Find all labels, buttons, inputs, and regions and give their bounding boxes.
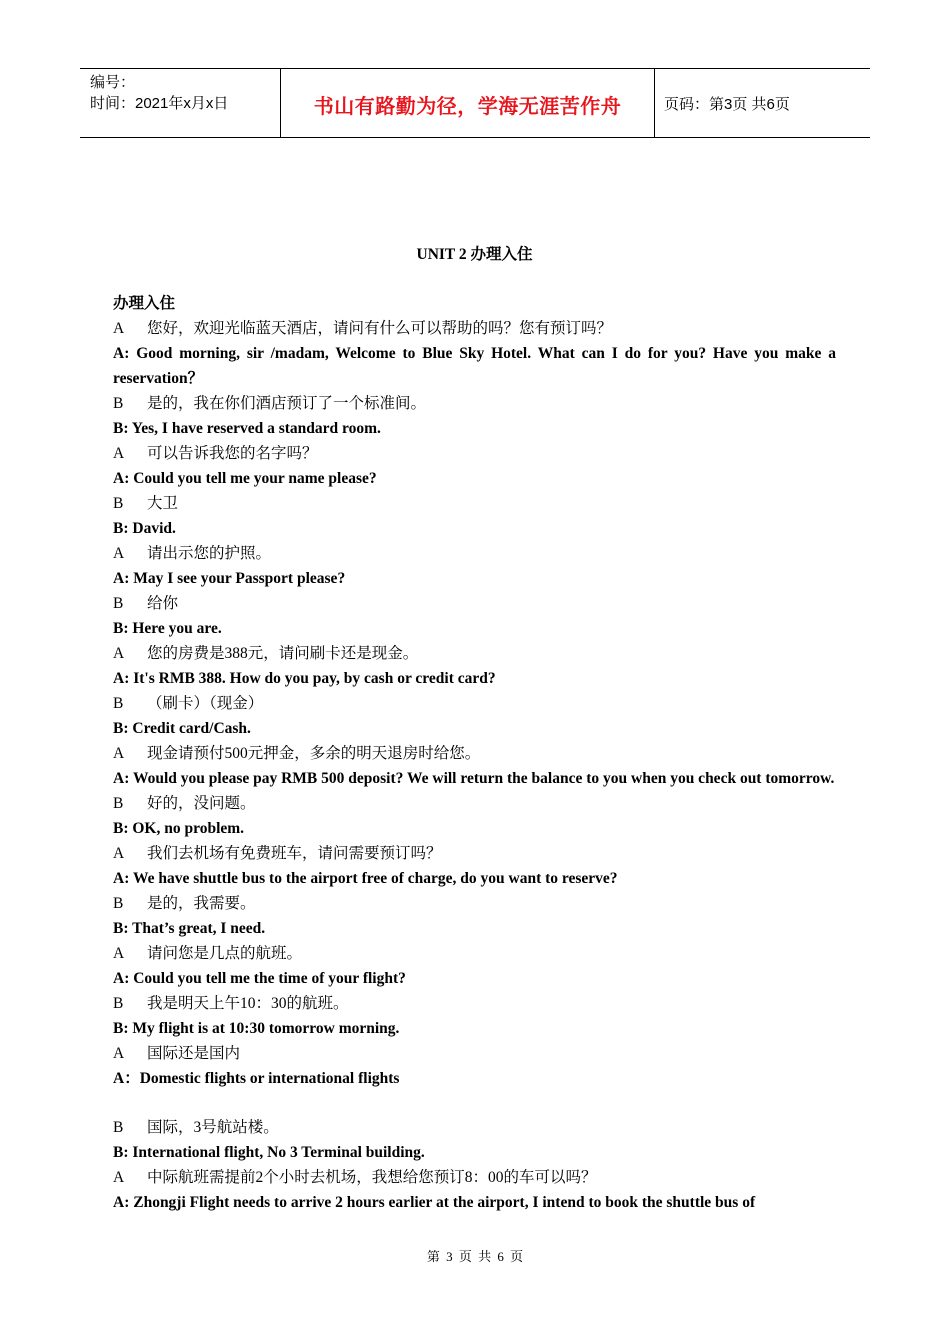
dialogue-text: 国际还是国内: [147, 1045, 241, 1062]
speaker-label: A: [113, 1169, 125, 1186]
english-dialogue-line: A: Zhongji Flight needs to arrive 2 hours earlier at the airport, I intend to book the shuttle bus of: [113, 1194, 756, 1211]
dialogue-text: 我们去机场有免费班车，请问需要预订吗？: [147, 845, 442, 862]
speaker-label: A: [113, 945, 125, 962]
speaker-label: B: [113, 795, 124, 812]
dialogue-text: 您好，欢迎光临蓝天酒店，请问有什么可以帮助的吗？您有预订吗？: [147, 320, 613, 337]
page-header: [80, 68, 870, 138]
chinese-dialogue-line: [113, 491, 836, 516]
document-body: [113, 241, 836, 1215]
chinese-dialogue-line: [113, 1115, 836, 1140]
chinese-dialogue-line: [113, 941, 836, 966]
blank-line: [113, 1091, 836, 1115]
chinese-dialogue-line: [113, 391, 836, 416]
speaker-label: A: [113, 545, 125, 562]
speaker-label: A: [113, 445, 125, 462]
chinese-dialogue-line: [113, 591, 836, 616]
chinese-dialogue-line: [113, 691, 836, 716]
header-motto: 书山有路勤为径，学海无涯苦作舟: [313, 96, 622, 118]
header-info-cell: [80, 69, 281, 137]
dialogue-text: 给你: [147, 595, 179, 612]
dialogue-text: 请问您是几点的航班。: [147, 945, 303, 962]
speaker-label: A: [113, 320, 125, 337]
document-date-label: 时间：2021年x月x日: [90, 95, 229, 112]
english-dialogue-line: B: My flight is at 10:30 tomorrow morning.: [113, 1020, 400, 1037]
speaker-label: A: [113, 1045, 125, 1062]
english-dialogue-line: B: International flight, No 3 Terminal building.: [113, 1144, 425, 1161]
chinese-dialogue-line: [113, 991, 836, 1016]
chinese-dialogue-line: [113, 441, 836, 466]
dialogue-text: 中际航班需提前2个小时去机场，我想给您预订8：00的车可以吗？: [147, 1169, 597, 1186]
header-page-info: 页码：第3页 共6页: [664, 96, 790, 113]
chinese-dialogue-line: [113, 891, 836, 916]
page-footer: 第 3 页 共 6 页: [426, 1249, 524, 1264]
chinese-dialogue-line: [113, 841, 836, 866]
english-dialogue-line: A: It's RMB 388. How do you pay, by cash or credit card?: [113, 670, 496, 687]
speaker-label: B: [113, 1119, 124, 1136]
dialogue-text: 是的，我需要。: [147, 895, 256, 912]
speaker-label: B: [113, 995, 124, 1012]
speaker-label: B: [113, 395, 124, 412]
chinese-dialogue-line: [113, 1165, 836, 1190]
chinese-dialogue-line: [113, 316, 836, 341]
dialogue-text: 您的房费是388元，请问刷卡还是现金。: [147, 645, 419, 662]
dialogue-text: 现金请预付500元押金，多余的明天退房时给您。: [147, 745, 481, 762]
dialogue-text: 国际，3号航站楼。: [147, 1119, 279, 1136]
english-dialogue-line: A: May I see your Passport please?: [113, 570, 346, 587]
speaker-label: B: [113, 595, 124, 612]
unit-title: UNIT 2 办理入住: [416, 246, 533, 263]
dialogue-text: 好的，没问题。: [147, 795, 256, 812]
english-dialogue-line: A：Domestic flights or international flights: [113, 1070, 400, 1087]
dialogue-text: 大卫: [147, 495, 179, 512]
header-motto-cell: [281, 69, 655, 137]
chinese-dialogue-line: [113, 741, 836, 766]
dialogue-text: 可以告诉我您的名字吗？: [147, 445, 318, 462]
section-title: 办理入住: [113, 295, 176, 312]
speaker-label: B: [113, 495, 124, 512]
chinese-dialogue-line: [113, 541, 836, 566]
english-dialogue-line: B: David.: [113, 520, 176, 537]
chinese-dialogue-line: [113, 641, 836, 666]
english-dialogue-line: B: Yes, I have reserved a standard room.: [113, 420, 381, 437]
chinese-dialogue-line: [113, 1041, 836, 1066]
speaker-label: A: [113, 645, 125, 662]
english-dialogue-line: A: We have shuttle bus to the airport free of charge, do you want to reserve?: [113, 870, 618, 887]
chinese-dialogue-line: [113, 791, 836, 816]
speaker-label: A: [113, 845, 125, 862]
speaker-label: B: [113, 895, 124, 912]
english-dialogue-line: B: Here you are.: [113, 620, 222, 637]
dialogue-text: 是的，我在你们酒店预订了一个标准间。: [147, 395, 427, 412]
document-number-label: 编号：: [90, 74, 136, 91]
speaker-label: B: [113, 695, 124, 712]
english-dialogue-line: B: OK, no problem.: [113, 820, 245, 837]
english-dialogue-line: A: Good morning, sir /madam, Welcome to Blue Sky Hotel. What can I do for you? Have you make a reservation？: [113, 345, 836, 387]
dialogue-text: （刷卡）（现金）: [147, 695, 264, 712]
speaker-label: A: [113, 745, 125, 762]
header-page-cell: [655, 69, 870, 137]
dialogue: [113, 316, 836, 1215]
english-dialogue-line: A: Could you tell me the time of your flight?: [113, 970, 406, 987]
english-dialogue-line: B: That’s great, I need.: [113, 920, 266, 937]
english-dialogue-line: B: Credit card/Cash.: [113, 720, 251, 737]
english-dialogue-line: A: Would you please pay RMB 500 deposit? We will return the balance to you when you check out tomorrow.: [113, 770, 835, 787]
english-dialogue-line: A: Could you tell me your name please?: [113, 470, 377, 487]
dialogue-text: 请出示您的护照。: [147, 545, 272, 562]
dialogue-text: 我是明天上午10：30的航班。: [147, 995, 349, 1012]
